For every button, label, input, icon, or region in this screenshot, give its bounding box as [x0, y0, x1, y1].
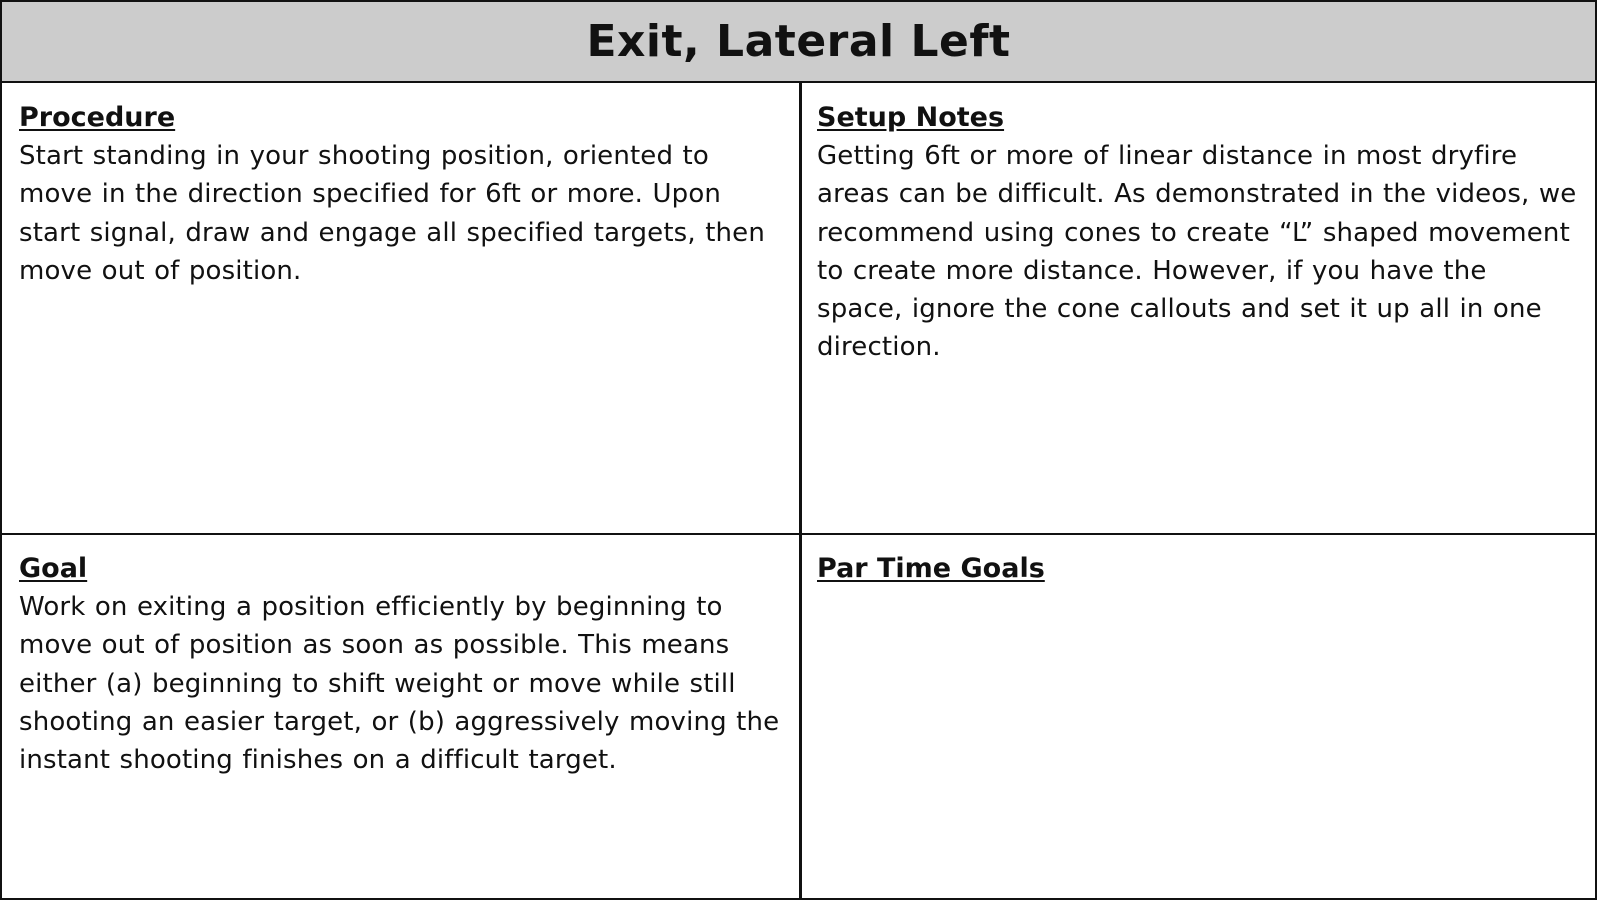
- title-bar: [0, 0, 1597, 83]
- goal-section: [2, 534, 800, 898]
- goal-heading: Goal: [19, 553, 88, 584]
- drill-grid: [0, 83, 1597, 900]
- vertical-divider: [799, 83, 802, 898]
- setup-notes-section: [800, 83, 1597, 534]
- par-time-goals-heading: Par Time Goals: [817, 553, 1045, 584]
- setup-notes-heading: Setup Notes: [817, 102, 1005, 133]
- horizontal-divider: [2, 533, 1595, 535]
- par-time-goals-section: [800, 534, 1597, 898]
- procedure-heading: Procedure: [19, 102, 176, 133]
- goal-body: Work on exiting a position efficiently by beginning to move out of position as soon as possible. This means either (a) beginning to shift weight or move while still shooting an easier target, or (b) aggressively moving the instant shooting finishes on a difficult target.: [19, 592, 780, 776]
- procedure-section: [2, 83, 800, 534]
- procedure-body: Start standing in your shooting position, oriented to move in the direction specified for 6ft or more. Upon start signal, draw and engage all specified targets, then move out of position.: [19, 141, 765, 286]
- setup-notes-body: Getting 6ft or more of linear distance in most dryfire areas can be difficult. As demonstrated in the videos, we recommend using cones to create “L” shaped movement to create more distance. However, if you have the space, ignore the cone callouts and set it up all in one direction.: [817, 141, 1577, 363]
- page-title: Exit, Lateral Left: [586, 16, 1011, 67]
